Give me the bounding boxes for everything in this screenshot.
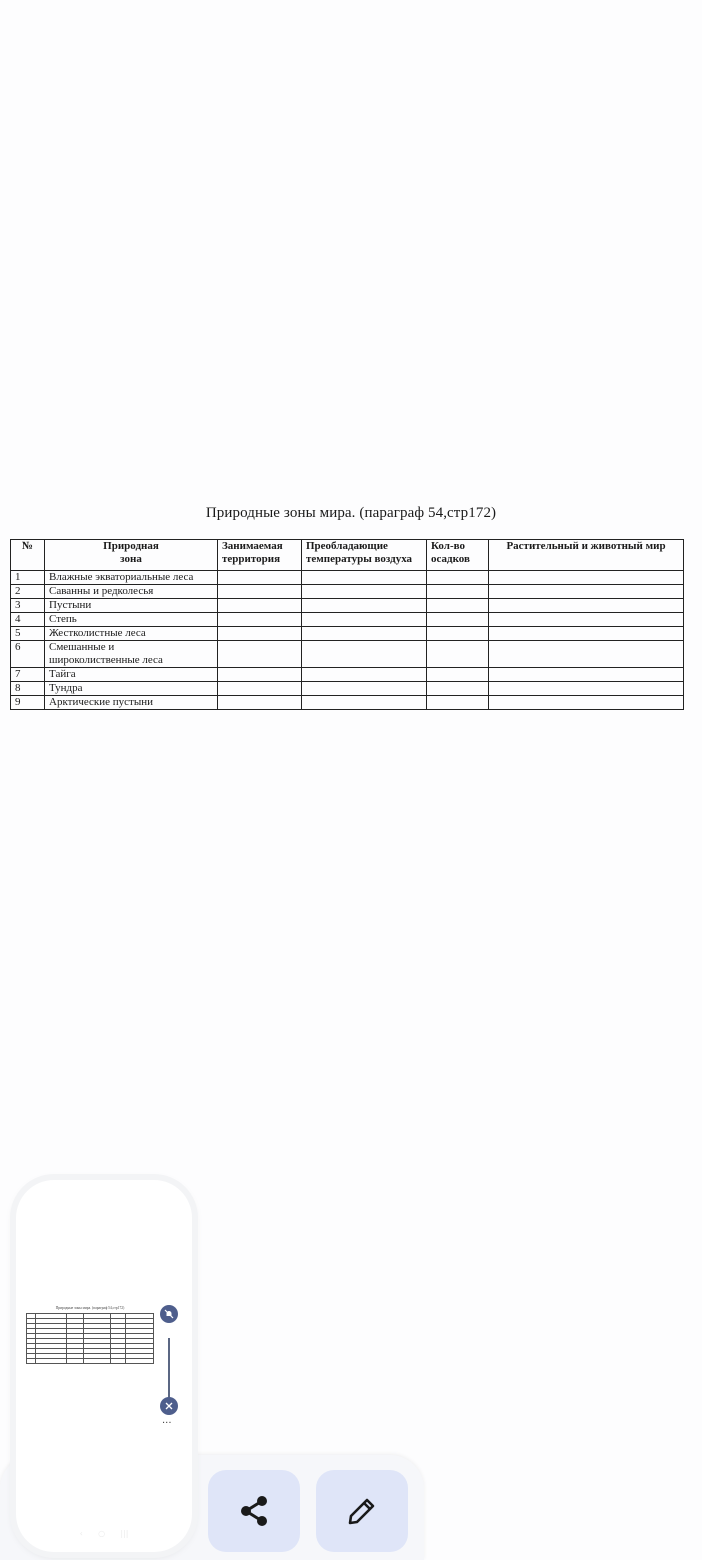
- row-zone: Жестколистные леса: [45, 627, 218, 641]
- home-icon: ○: [98, 1529, 106, 1538]
- empty-cell: [489, 585, 684, 599]
- back-icon: ‹: [79, 1529, 83, 1538]
- empty-cell: [427, 641, 489, 668]
- row-number: 7: [11, 668, 45, 682]
- pencil-icon: [346, 1495, 378, 1527]
- row-number: 3: [11, 599, 45, 613]
- empty-cell: [427, 571, 489, 585]
- row-zone: Степь: [45, 613, 218, 627]
- header-number: №: [11, 540, 45, 571]
- natural-zones-table: [10, 539, 684, 710]
- empty-cell: [489, 696, 684, 710]
- row-number: 1: [11, 571, 45, 585]
- empty-cell: [218, 668, 302, 682]
- table-row: [11, 613, 684, 627]
- empty-cell: [427, 613, 489, 627]
- empty-cell: [489, 613, 684, 627]
- empty-cell: [302, 668, 427, 682]
- row-zone: Арктические пустыни: [45, 696, 218, 710]
- mute-button[interactable]: [160, 1305, 178, 1323]
- table-header-row: [11, 540, 684, 571]
- preview-close-button[interactable]: [160, 1397, 178, 1415]
- empty-cell: [427, 682, 489, 696]
- empty-cell: [489, 641, 684, 668]
- table-row: [11, 599, 684, 613]
- empty-cell: [218, 599, 302, 613]
- empty-cell: [302, 682, 427, 696]
- empty-cell: [489, 571, 684, 585]
- empty-cell: [302, 585, 427, 599]
- recents-icon: |||: [120, 1529, 129, 1538]
- share-button[interactable]: [208, 1470, 300, 1552]
- empty-cell: [302, 599, 427, 613]
- empty-cell: [427, 696, 489, 710]
- empty-cell: [489, 627, 684, 641]
- preview-document: [26, 1306, 154, 1364]
- table-row: [11, 668, 684, 682]
- row-zone: Тайга: [45, 668, 218, 682]
- header-territory: [218, 540, 302, 571]
- empty-cell: [218, 585, 302, 599]
- table-row: [11, 641, 684, 668]
- empty-cell: [218, 613, 302, 627]
- empty-cell: [302, 613, 427, 627]
- header-temperature-label: Преобладающие температуры воздуха: [306, 540, 413, 565]
- row-number: 6: [11, 641, 45, 668]
- empty-cell: [427, 599, 489, 613]
- header-zone-label: Природная зона: [103, 540, 159, 565]
- empty-cell: [302, 571, 427, 585]
- table-row: [11, 696, 684, 710]
- header-precipitation-label: Кол-во осадков: [431, 540, 470, 565]
- more-icon[interactable]: ···: [162, 1418, 172, 1429]
- empty-cell: [302, 641, 427, 668]
- document-title: Природные зоны мира. (параграф 54,стр172): [205, 505, 497, 521]
- empty-cell: [218, 627, 302, 641]
- empty-cell: [489, 668, 684, 682]
- empty-cell: [302, 696, 427, 710]
- empty-cell: [427, 627, 489, 641]
- preview-row: [27, 1359, 154, 1364]
- row-number: 5: [11, 627, 45, 641]
- close-icon: [164, 1401, 174, 1411]
- row-zone: Смешанные и широколиственные леса: [45, 641, 218, 668]
- row-zone: Пустыни: [45, 599, 218, 613]
- share-icon: [238, 1494, 270, 1528]
- empty-cell: [218, 641, 302, 668]
- empty-cell: [427, 668, 489, 682]
- empty-cell: [218, 696, 302, 710]
- preview-slider-track: [168, 1338, 170, 1400]
- preview-nav-bar: [16, 1529, 192, 1538]
- table-row: [11, 682, 684, 696]
- row-number: 8: [11, 682, 45, 696]
- empty-cell: [489, 682, 684, 696]
- bell-off-icon: [164, 1309, 174, 1319]
- header-precipitation: [427, 540, 489, 571]
- screenshot-preview[interactable]: [16, 1180, 192, 1552]
- empty-cell: [302, 627, 427, 641]
- row-number: 9: [11, 696, 45, 710]
- table-row: [11, 627, 684, 641]
- empty-cell: [218, 682, 302, 696]
- row-zone: Влажные экваториальные леса: [45, 571, 218, 585]
- preview-table: [26, 1313, 154, 1364]
- header-temperature: [302, 540, 427, 571]
- row-number: 2: [11, 585, 45, 599]
- row-number: 4: [11, 613, 45, 627]
- empty-cell: [218, 571, 302, 585]
- empty-cell: [427, 585, 489, 599]
- empty-cell: [489, 599, 684, 613]
- table-row: [11, 571, 684, 585]
- header-territory-label: Занимаемая территория: [222, 540, 283, 565]
- preview-title: Природные зоны мира. (параграф 54,стр172): [55, 1306, 125, 1310]
- table-row: [11, 585, 684, 599]
- row-zone: Саванны и редколесья: [45, 585, 218, 599]
- header-zone: [45, 540, 218, 571]
- header-flora-fauna: Растительный и животный мир: [489, 540, 684, 571]
- row-zone: Тундра: [45, 682, 218, 696]
- edit-button[interactable]: [316, 1470, 408, 1552]
